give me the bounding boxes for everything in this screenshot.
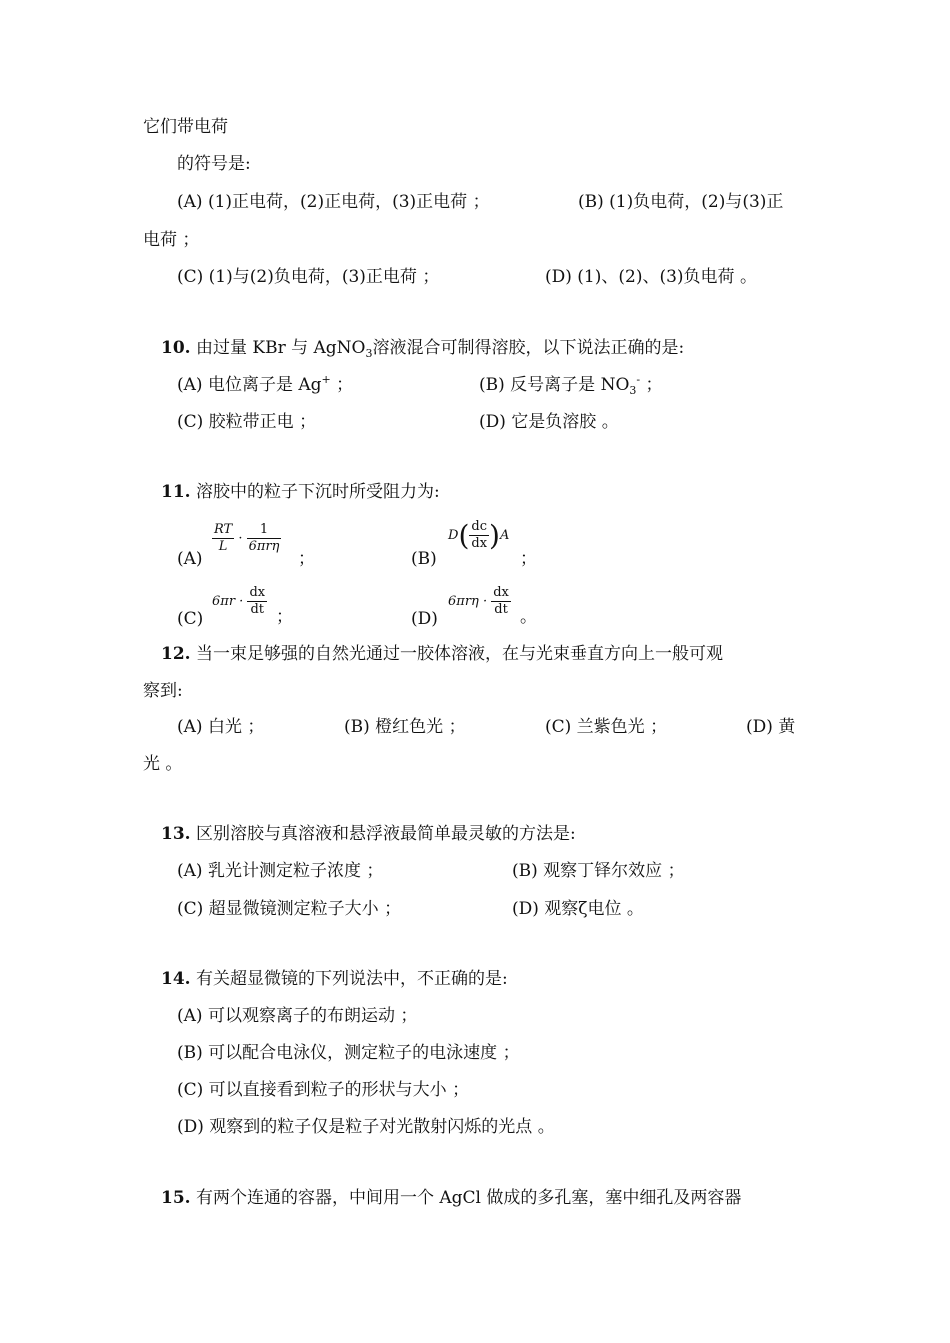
q11-option-d-end: 。 [520, 607, 537, 627]
q10-option-b-end: ； [645, 375, 663, 395]
q9-option-d: (D) (1)、(2)、(3)负电荷 。 [545, 267, 757, 287]
q11-c-frac [247, 585, 267, 618]
q10-option-b-sup: - [636, 373, 641, 386]
q11-stem-text: 溶胶中的粒子下沉时所受阻力为: [195, 482, 440, 502]
q11-option-b-formula [448, 519, 509, 552]
q10-option-d: (D) 它是负溶胶 。 [479, 412, 619, 432]
q11-a-frac2 [247, 522, 282, 555]
q10-number: 10. [161, 338, 191, 358]
q11-a-den2: 6πrη [248, 539, 280, 554]
q9-stem-line2: 的符号是: [177, 154, 251, 174]
q11-option-d-formula [448, 585, 511, 618]
q13-stem [161, 823, 576, 845]
q14-number: 14. [161, 969, 191, 989]
q11-option-b-label: (B) [411, 549, 437, 569]
q9-option-b: (B) (1)负电荷，(2)与(3)正 [578, 192, 784, 212]
q10-option-a [177, 374, 353, 396]
q15-stem-text: 有两个连通的容器，中间用一个 AgCl 做成的多孔塞，塞中细孔及两容器 [195, 1188, 742, 1208]
q11-b-num: dc [469, 519, 489, 536]
q12-stem-text: 当一束足够强的自然光通过一胶体溶液，在与光束垂直方向上一般可观 [195, 644, 723, 664]
q10-stem-a: 由过量 KBr 与 AgNO [195, 338, 366, 358]
q12-number: 12. [161, 644, 191, 664]
q11-option-a-formula [212, 522, 281, 555]
q13-option-c: (C) 超显微镜测定粒子大小 ； [177, 899, 402, 919]
q14-option-c: (C) 可以直接看到粒子的形状与大小 ； [177, 1080, 470, 1100]
q12-option-a: (A) 白光 ； [177, 717, 265, 737]
q14-stem-text: 有关超显微镜的下列说法中，不正确的是: [195, 969, 508, 989]
q11-d-frac [491, 585, 511, 618]
q15-stem [161, 1187, 741, 1209]
q10-stem-sub: 3 [365, 347, 373, 360]
q12-stem [161, 643, 723, 665]
q11-option-b-end: ； [520, 549, 537, 569]
q15-number: 15. [161, 1188, 191, 1208]
q11-c-pre: 6πr · [212, 594, 244, 609]
q13-option-b: (B) 观察丁铎尔效应 ； [512, 861, 685, 881]
q11-d-pre: 6πrη · [448, 594, 488, 609]
q10-stem [161, 337, 684, 359]
q11-b-post: A [499, 528, 510, 543]
q12-option-c: (C) 兰紫色光 ； [545, 717, 668, 737]
q12-option-d-cont: 光 。 [143, 754, 183, 774]
q11-option-c-label: (C) [177, 609, 204, 629]
q12-stem-cont: 察到: [143, 681, 183, 701]
q11-a-num1: RT [214, 522, 233, 537]
q11-a-dot: · [238, 531, 243, 546]
q11-b-rparen: ) [489, 519, 500, 552]
q10-option-a-text: (A) 电位离子是 Ag [177, 375, 322, 395]
q11-number: 11. [161, 482, 191, 502]
q12-option-b: (B) 橙红色光 ； [344, 717, 466, 737]
q11-a-num2: 1 [247, 522, 282, 539]
q11-b-frac [469, 519, 489, 552]
q10-option-a-end: ； [336, 375, 354, 395]
q9-option-b-cont: 电荷 ； [143, 230, 200, 250]
q13-stem-text: 区别溶胶与真溶液和悬浮液最简单最灵敏的方法是: [195, 824, 576, 844]
q13-option-a: (A) 乳光计测定粒子浓度 ； [177, 861, 384, 881]
q14-option-d: (D) 观察到的粒子仅是粒子对光散射闪烁的光点 。 [177, 1117, 555, 1137]
q14-option-a: (A) 可以观察离子的布朗运动 ； [177, 1006, 418, 1026]
q10-option-a-sup: + [321, 373, 331, 386]
q10-option-b-text: (B) 反号离子是 NO [479, 375, 630, 395]
q13-option-d: (D) 观察ζ电位 。 [512, 899, 644, 919]
q10-stem-b: 溶液混合可制得溶胶，以下说法正确的是: [372, 338, 685, 358]
q11-option-a-end: ； [298, 549, 315, 569]
q9-option-c: (C) (1)与(2)负电荷，(3)正电荷 ； [177, 267, 440, 287]
q10-option-b-sub: 3 [629, 384, 637, 397]
q11-option-c-formula [212, 585, 267, 618]
q11-b-pre: D [448, 528, 459, 543]
q11-c-num: dx [249, 585, 266, 600]
q14-stem [161, 968, 508, 990]
q11-b-lparen: ( [458, 519, 470, 552]
q11-option-d-label: (D) [411, 609, 438, 629]
q11-d-num: dx [493, 585, 509, 600]
q9-option-a: (A) (1)正电荷，(2)正电荷，(3)正电荷 ； [177, 192, 490, 212]
q11-a-den1: L [218, 539, 228, 554]
q14-option-b: (B) 可以配合电泳仪，测定粒子的电泳速度 ； [177, 1043, 520, 1063]
q9-stem-line1: 它们带电荷 [143, 117, 228, 137]
q11-option-a-label: (A) [177, 549, 203, 569]
q11-c-den: dt [250, 602, 265, 617]
q10-option-c: (C) 胶粒带正电 ； [177, 412, 317, 432]
q11-stem [161, 481, 440, 503]
q13-number: 13. [161, 824, 191, 844]
q12-option-d: (D) 黄 [746, 717, 796, 737]
q11-d-den: dt [494, 602, 508, 617]
q10-option-b [479, 374, 663, 396]
q11-b-den: dx [471, 536, 488, 551]
q11-a-frac1 [212, 522, 234, 555]
q11-option-c-end: ； [276, 607, 293, 627]
